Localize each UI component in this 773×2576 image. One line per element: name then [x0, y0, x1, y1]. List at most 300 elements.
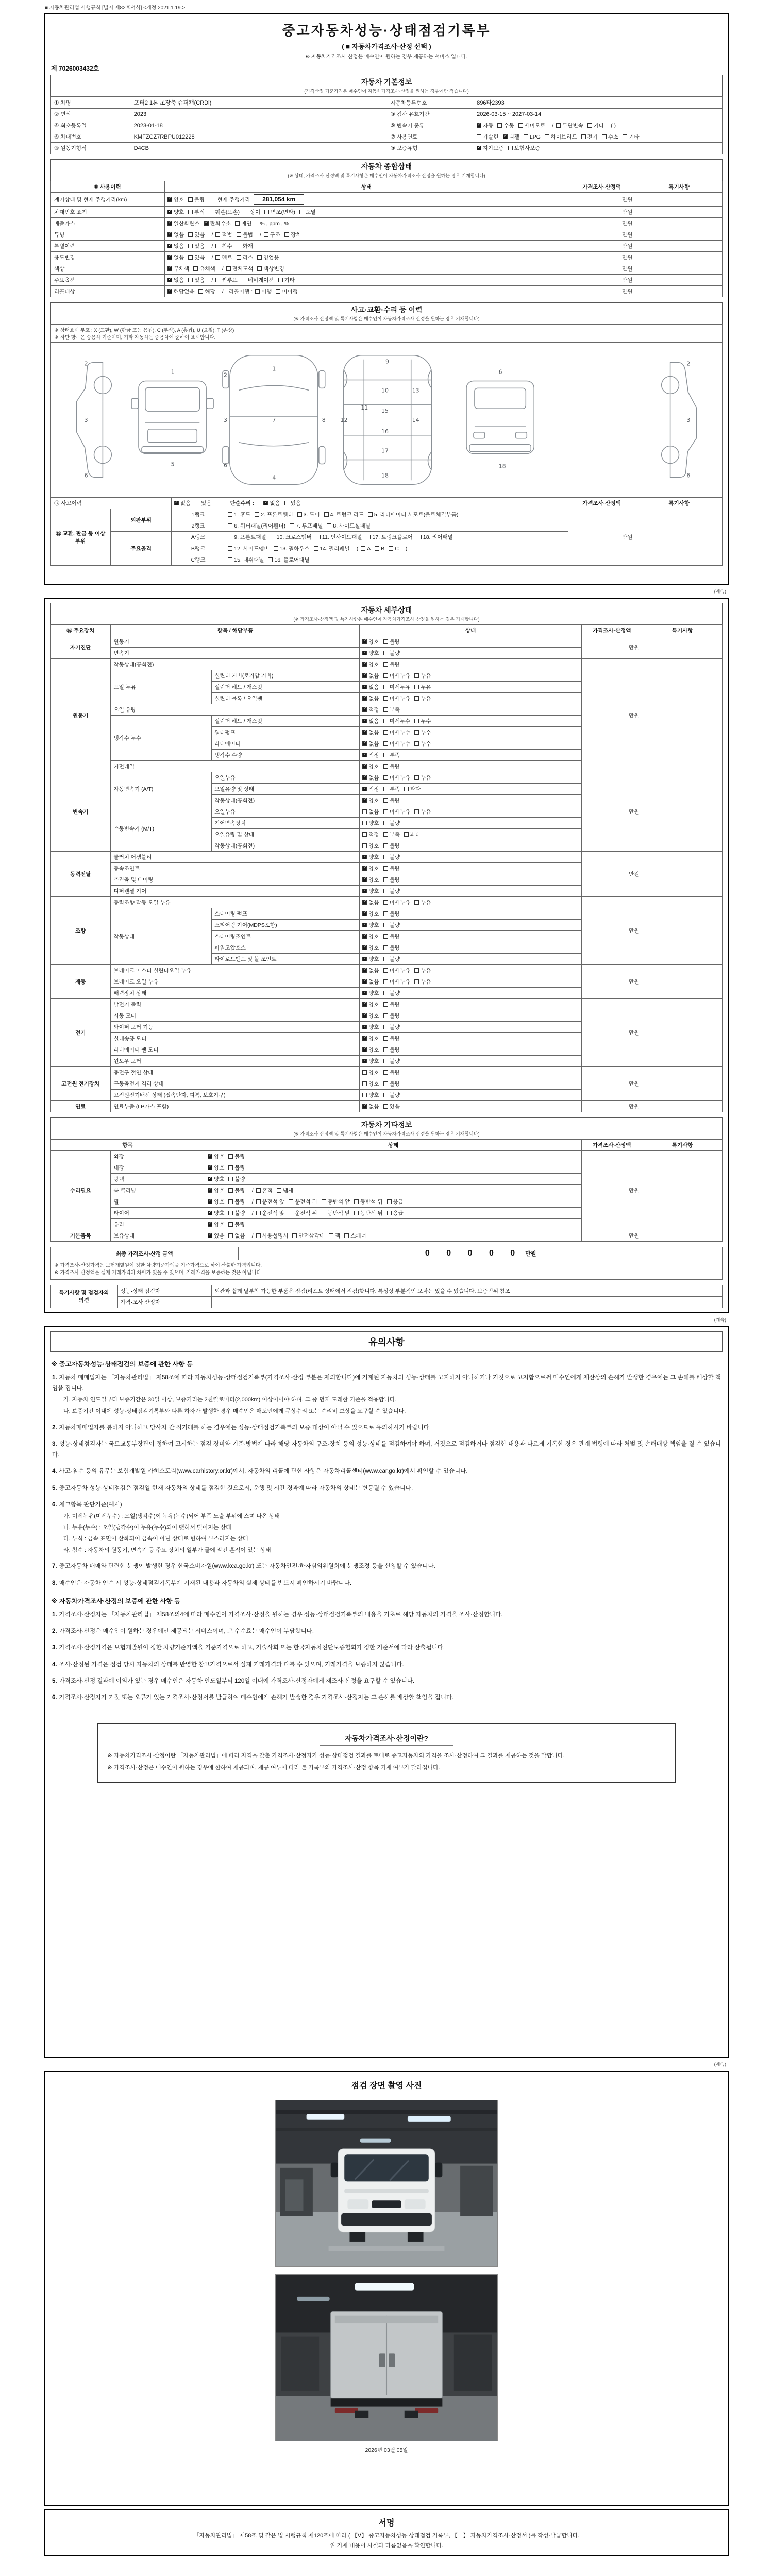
- svg-text:2: 2: [84, 360, 88, 367]
- notice-item: 3. 성능·상태점검자는 국토교통부장관이 정하여 고시하는 점검 장비와 기준·방법에 따라 해당 자동차의 구조·장치 등의 성능·상태를 점검하여야 하며, 거짓으로 점검하거나 점검한 내용과 다르게 기록한 경우 관계 법령에 따라 처벌 및 손해배상 책임을 질 수 있습니다.: [52, 1440, 721, 1459]
- checked-checkbox-icon: [503, 134, 508, 139]
- unchecked-checkbox-icon: [383, 923, 388, 927]
- comprehensive-row: [51, 207, 723, 218]
- check-option: ✓ 없음: [167, 253, 184, 261]
- item-label: 브레이크 오일 누유: [111, 976, 360, 988]
- unchecked-checkbox-icon: [256, 1188, 261, 1193]
- part-label: 오일누유: [212, 806, 360, 818]
- state-cell: [360, 693, 582, 704]
- check-option: 미세누유: [383, 967, 411, 974]
- check-option: 있음: [188, 253, 205, 261]
- part-label: 실린더 커버(로커암 커버): [212, 670, 360, 682]
- rank-label: 1랭크: [171, 509, 225, 520]
- remark-cell: [642, 772, 723, 852]
- state-cell: [360, 670, 582, 682]
- checked-checkbox-icon: [362, 979, 367, 984]
- check-option: 없음: [362, 808, 379, 816]
- notices-part2: [50, 1609, 723, 1704]
- part-label: 냉각수 수량: [212, 750, 360, 761]
- detail-row: [51, 1101, 723, 1112]
- state-cell: [360, 659, 582, 670]
- unchecked-checkbox-icon: [556, 123, 561, 128]
- svg-text:18: 18: [381, 472, 389, 479]
- rank-label: 2랭크: [171, 520, 225, 532]
- item-label: 윈도우 모터: [111, 1056, 360, 1067]
- unchecked-checkbox-icon: [383, 741, 388, 746]
- checked-checkbox-icon: [362, 741, 367, 746]
- field-label: ⑨ 보증유형: [386, 143, 474, 154]
- unchecked-checkbox-icon: [602, 134, 607, 139]
- checked-checkbox-icon: [362, 673, 367, 678]
- unchecked-checkbox-icon: [316, 535, 321, 539]
- signature-line-1: 「자동차관리법」 제58조 및 같은 법 시행규칙 제120조에 따라 ( 【Ⅴ】 중고자동차성능·상태점검 기록부, 【 】 자동차가격조사·산정서 )를 작성·발급합니다.: [193, 2532, 580, 2539]
- check-option: ✓ 양호: [362, 1057, 379, 1065]
- unchecked-checkbox-icon: [237, 244, 241, 248]
- panel-items-cell: [225, 532, 568, 543]
- unchecked-checkbox-icon: [383, 1013, 388, 1018]
- exchange-row: [51, 509, 723, 520]
- price-cell: 만원: [568, 241, 635, 252]
- unchecked-checkbox-icon: [256, 1199, 261, 1204]
- unchecked-checkbox-icon: [414, 809, 419, 814]
- remark-cell: [642, 897, 723, 965]
- unchecked-checkbox-icon: [215, 278, 220, 282]
- svg-text:3: 3: [686, 416, 691, 423]
- part-label: 오일누유: [212, 772, 360, 784]
- check-option: 누수: [414, 728, 431, 736]
- final-price-value: 0 0 0 0 0 만원: [239, 1247, 723, 1260]
- exchange-section-label: ⑮ 교환, 판금 등 이상 부위: [51, 509, 111, 566]
- svg-text:10: 10: [381, 387, 389, 394]
- check-option: 색상변경: [257, 265, 284, 273]
- item-label: 오일 유량: [111, 704, 360, 716]
- usage-item-label: 특별이력: [51, 241, 165, 252]
- price-cell: 만원: [581, 897, 642, 965]
- checked-checkbox-icon: [167, 232, 172, 237]
- unchecked-checkbox-icon: [329, 1233, 333, 1238]
- usage-item-label: 차대번호 표기: [51, 207, 165, 218]
- photos-title: 점검 장면 촬영 사진: [351, 2081, 422, 2090]
- check-option: 불량: [383, 944, 400, 952]
- detail-row: [51, 772, 723, 784]
- part-label: 워터펌프: [212, 727, 360, 738]
- unchecked-checkbox-icon: [277, 1188, 281, 1193]
- unchecked-checkbox-icon: [362, 843, 367, 848]
- check-option: 동반석 앞: [322, 1209, 350, 1217]
- checked-checkbox-icon: [362, 877, 367, 882]
- check-option: 불량: [228, 1187, 245, 1194]
- usage-item-label: 계기상태 및 현재 주행거리(km): [51, 193, 165, 207]
- check-option: LPG: [524, 134, 541, 140]
- check-option: 불량: [383, 1057, 400, 1065]
- checked-checkbox-icon: [208, 1154, 212, 1159]
- unchecked-checkbox-icon: [414, 979, 419, 984]
- option-separator: /: [222, 266, 224, 272]
- option-separator: /: [211, 255, 213, 261]
- unchecked-checkbox-icon: [383, 1047, 388, 1052]
- unchecked-checkbox-icon: [414, 730, 419, 735]
- check-option: 응급: [387, 1209, 404, 1217]
- check-option: 운전석 뒤: [289, 1209, 317, 1217]
- unchecked-checkbox-icon: [228, 523, 232, 528]
- comprehensive-row: [51, 286, 723, 297]
- notice-item: 1. 자동차 매매업자는 「자동차관리법」 제58조에 따라 자동차성능·상태점검기록부(가격조사·산정 부분은 제외합니다)에 기재된 자동차의 성능·상태를 고지하지 아니하거나 거짓으로 고지함으로써 매수인에게 재산상의 손해가 발생한 경우에는 그 손해를 배상할 책임을 집니다. 가. 자동차 인도일부터 보증기간은 30일 이상, 보증거리는 2천킬로미터(2,000km) 이상이어야 하며, 그 중 먼저 도래한 기준을 적용합니다. 나. 보증기간 이내에 성능·상태점검기록부와 다른 하자가 발생한 경우 매수인은 매도인에게 무상수리 또는 수리비 보상을 요구할 수 있습니다.: [52, 1372, 721, 1417]
- notice-sub-item: 다. 부식 : 금속 표면이 산화되어 금속이 아닌 상태로 변하여 부스러지는 상태: [63, 1535, 248, 1542]
- unchecked-checkbox-icon: [314, 546, 318, 551]
- check-option: ✓ 양호: [362, 944, 379, 952]
- unchecked-checkbox-icon: [389, 546, 393, 551]
- item-label: 변속기: [111, 648, 360, 659]
- option-separator: /: [251, 1210, 254, 1216]
- check-option: ✓ 양호: [362, 887, 379, 895]
- comprehensive-row: [51, 229, 723, 241]
- check-option: 세미오토: [518, 122, 546, 129]
- section-basic-info: 자동차 기본정보 (가격산정 기준가격은 매수인이 자동차가격조사·산정을 원하는 경우에만 적습니다): [50, 75, 723, 96]
- misc-row: [51, 1151, 723, 1162]
- check-option: ✓ 없음: [174, 499, 191, 507]
- option-separator: 리콜이행 :: [228, 289, 253, 295]
- check-option: 구조: [264, 231, 280, 239]
- unchecked-checkbox-icon: [414, 968, 419, 973]
- continue-marker: (계속): [714, 589, 726, 594]
- checked-checkbox-icon: [362, 957, 367, 961]
- item-label: 구동축전지 격리 상태: [111, 1078, 360, 1090]
- check-option: 누유: [414, 672, 431, 680]
- svg-text:7: 7: [272, 416, 276, 423]
- state-cell: [164, 193, 568, 207]
- field-cell: [474, 109, 723, 120]
- state-cell: [360, 1090, 582, 1101]
- checked-checkbox-icon: [362, 934, 367, 939]
- check-option: 수소: [602, 133, 618, 141]
- basic-info-row: [51, 109, 723, 120]
- state-cell: ✓ 일산화탄소 ✓ 탄화수소 매연 % , ppm , %: [164, 218, 568, 229]
- state-cell: [360, 818, 582, 829]
- check-option: ✓ 없음: [362, 728, 379, 736]
- check-option: 리스: [237, 253, 253, 261]
- check-option: 불량: [383, 649, 400, 657]
- price-cell: 만원: [581, 999, 642, 1067]
- form-citation-note: ■ 자동차관리법 시행규칙 [별지 제82호서식] <개정 2021.1.19.>: [45, 5, 186, 11]
- unchecked-checkbox-icon: [228, 546, 232, 551]
- state-cell: [360, 682, 582, 693]
- unchecked-checkbox-icon: [414, 719, 419, 723]
- check-option: ✓ 양호: [208, 1175, 224, 1183]
- state-cell: [164, 275, 568, 286]
- photos-box: [44, 2071, 729, 2506]
- unchecked-checkbox-icon: [383, 1093, 388, 1097]
- unchecked-checkbox-icon: [322, 1211, 326, 1215]
- check-option: 미세누수: [383, 717, 411, 725]
- state-cell: [360, 1101, 582, 1112]
- remark-cell: [635, 193, 723, 207]
- state-cell: [205, 1151, 582, 1162]
- unchecked-checkbox-icon: [255, 289, 260, 294]
- unchecked-checkbox-icon: [383, 934, 388, 939]
- state-cell: [205, 1208, 582, 1219]
- checked-checkbox-icon: [208, 1165, 212, 1170]
- option-separator: /: [222, 289, 224, 295]
- unchecked-checkbox-icon: [264, 232, 268, 237]
- detail-row: [51, 1067, 723, 1078]
- checked-checkbox-icon: [362, 639, 367, 644]
- unchecked-checkbox-icon: [383, 1104, 388, 1109]
- item-label: 오일 누유: [111, 670, 212, 704]
- item-label: 와이퍼 모터 기능: [111, 1022, 360, 1033]
- field-value: 포터2 1톤 초장축 슈퍼캡(CRDi): [133, 100, 212, 106]
- rank-label: C랭크: [171, 554, 225, 566]
- misc-info-table: [50, 1139, 723, 1242]
- photo-date: 2026년 03월 05일: [365, 2447, 408, 2453]
- section-comprehensive: 자동차 종합상태 (※ 상태, 가격조사·산정액 및 특기사항은 매수인이 자동차가격조사·산정을 원하는 경우 기재합니다): [50, 159, 723, 181]
- checked-checkbox-icon: [204, 221, 209, 226]
- field-label: ② 연식: [51, 109, 131, 120]
- unchecked-checkbox-icon: [383, 775, 388, 780]
- check-option: 스패너: [344, 1232, 366, 1240]
- check-option: ✓ 양호: [362, 1012, 379, 1020]
- panel-items-cell: [225, 509, 568, 520]
- unchecked-checkbox-icon: [383, 764, 388, 769]
- check-option: ✓ 자동: [477, 122, 493, 129]
- unchecked-checkbox-icon: [278, 278, 283, 282]
- option-separator: /: [251, 1199, 254, 1205]
- accident-history-row: ⑭ 사고이력 ✓ 없음 있음 단순수리 : ✓ 없음 있음 가격조사·산정액 특기사항: [51, 498, 723, 509]
- check-option: 있음: [284, 499, 301, 507]
- notices-part1-heading: ※ 중고자동차성능·상태점검의 보증에 관한 사항 등: [51, 1360, 193, 1368]
- part-label: 오일유량 및 상태: [212, 829, 360, 840]
- unchecked-checkbox-icon: [414, 673, 419, 678]
- state-cell: [360, 942, 582, 954]
- price-cell: 만원: [568, 252, 635, 263]
- svg-text:1: 1: [171, 368, 175, 376]
- state-cell: [205, 1230, 582, 1242]
- final-price-row: [51, 1247, 723, 1260]
- usage-item-label: 튜닝: [51, 229, 165, 241]
- unchecked-checkbox-icon: [383, 968, 388, 973]
- check-option: 불량: [383, 1091, 400, 1099]
- field-cell: [474, 97, 723, 109]
- check-option: ✓ 양호: [362, 1001, 379, 1008]
- check-option: 누유: [414, 683, 431, 691]
- notice-item: 7. 중고자동차 매매와 관련한 분쟁이 발생한 경우 한국소비자원(www.kca.go.kr) 또는 자동차안전·하자심의위원회에 분쟁조정 등을 신청할 수 있습니다.: [52, 1563, 435, 1570]
- notice-sub-item: 가. 미세누유(미세누수) : 오일(냉각수)이 누유(누수)되어 부품 노출 부위에 스며 나온 상태: [63, 1513, 280, 1520]
- option-separator: (: [356, 546, 359, 552]
- definition-lines: [107, 1751, 665, 1774]
- check-option: 적정: [362, 831, 379, 838]
- svg-text:6: 6: [498, 368, 502, 376]
- svg-text:2: 2: [223, 371, 227, 379]
- check-option: ✓ 양호: [362, 933, 379, 940]
- svg-text:6: 6: [686, 472, 691, 479]
- unchecked-checkbox-icon: [383, 798, 388, 803]
- check-option: ✓ 적정: [362, 706, 379, 714]
- unchecked-checkbox-icon: [257, 266, 262, 271]
- unchecked-checkbox-icon: [188, 210, 193, 214]
- state-cell: [360, 636, 582, 648]
- unchecked-checkbox-icon: [257, 255, 262, 260]
- document-page: [44, 3, 729, 2556]
- check-option: ✓ 양호: [362, 955, 379, 963]
- check-option: 불량: [383, 1023, 400, 1031]
- remark-cell: [642, 1230, 723, 1242]
- opinion-row: [51, 1296, 723, 1308]
- check-option: 가솔린: [477, 133, 498, 141]
- unchecked-checkbox-icon: [215, 255, 220, 260]
- part-label: 파워고압호스: [212, 942, 360, 954]
- unchecked-checkbox-icon: [237, 255, 241, 260]
- unchecked-checkbox-icon: [383, 1025, 388, 1029]
- check-option: 양호: [362, 842, 379, 850]
- device-label: 조향: [51, 897, 111, 965]
- unchecked-checkbox-icon: [289, 1211, 293, 1215]
- checked-checkbox-icon: [477, 123, 481, 128]
- state-cell: [205, 1185, 582, 1196]
- check-option: 양호: [362, 819, 379, 827]
- unchecked-checkbox-icon: [383, 855, 388, 859]
- option-separator: /: [552, 123, 554, 129]
- state-cell: [360, 840, 582, 852]
- remark-cell: [635, 229, 723, 241]
- remark-cell: [635, 241, 723, 252]
- unchecked-checkbox-icon: [228, 1188, 233, 1193]
- opinion-text: [212, 1296, 723, 1308]
- check-option: ✓ 없음: [362, 717, 379, 725]
- unchecked-checkbox-icon: [289, 1199, 293, 1204]
- check-option: 불량: [228, 1164, 245, 1172]
- signature-box: [44, 2509, 729, 2557]
- checked-checkbox-icon: [362, 798, 367, 803]
- device-label: 연료: [51, 1101, 111, 1112]
- checked-checkbox-icon: [208, 1199, 212, 1204]
- check-option: 미세누유: [383, 978, 411, 986]
- usage-item-label: 색상: [51, 263, 165, 275]
- check-option: 불량: [383, 876, 400, 884]
- unchecked-checkbox-icon: [228, 1165, 233, 1170]
- svg-text:18: 18: [498, 463, 506, 470]
- unchecked-checkbox-icon: [383, 945, 388, 950]
- unchecked-checkbox-icon: [404, 787, 409, 791]
- check-option: ✓ 없음: [167, 242, 184, 250]
- checked-checkbox-icon: [362, 1104, 367, 1109]
- check-option: 부식: [188, 208, 205, 216]
- check-option: ✓ 양호: [362, 853, 379, 861]
- unchecked-checkbox-icon: [581, 134, 586, 139]
- notice-item: 4. 사고·침수 등의 유무는 보험개발원 카히스토리(www.carhistory.or.kr)에서, 자동차의 리콜에 관한 사항은 자동차리콜센터(www.car.go.kr)에서 확인할 수 있습니다.: [52, 1468, 468, 1475]
- check-option: 16. 플로어패널: [268, 556, 309, 564]
- item-label: 연료누출 (LP가스 포함): [111, 1101, 360, 1112]
- final-price-table: [50, 1247, 723, 1260]
- basic-info-table: [50, 96, 723, 154]
- checked-checkbox-icon: [362, 855, 367, 859]
- check-option: 썬루프: [215, 276, 237, 284]
- part-label: 라디에이터: [212, 738, 360, 750]
- remark-cell: [635, 218, 723, 229]
- state-cell: [205, 1174, 582, 1185]
- check-option: 17. 트렁크플로어: [366, 533, 412, 541]
- unchecked-checkbox-icon: [383, 1059, 388, 1063]
- definition-title: 자동차가격조사·산정이란?: [320, 1731, 453, 1746]
- state-code-legend: ※ 상태표시 부호 : X (교환), W (판금 또는 용접), C (부식), A (흠집), U (요철), T (손상) ※ 하단 항목은 승용차 기준이며, 기타 자동차는 승용차에 준하여 표시합니다.: [50, 324, 723, 342]
- unchecked-checkbox-icon: [414, 741, 419, 746]
- field-label: 자동차등록번호: [386, 97, 474, 109]
- checked-checkbox-icon: [362, 889, 367, 893]
- unchecked-checkbox-icon: [290, 523, 294, 528]
- check-option: 있음: [195, 499, 211, 507]
- checked-checkbox-icon: [263, 501, 268, 505]
- check-option: 없음: [228, 1232, 245, 1240]
- checked-checkbox-icon: [208, 1222, 212, 1227]
- state-cell: [360, 829, 582, 840]
- unchecked-checkbox-icon: [368, 512, 373, 517]
- unchecked-checkbox-icon: [383, 900, 388, 905]
- checked-checkbox-icon: [362, 923, 367, 927]
- check-option: ✓ 양호: [362, 796, 379, 804]
- check-option: 9. 프론트패널: [228, 533, 266, 541]
- check-option: 운전석 앞: [256, 1198, 285, 1206]
- table-header-row: ⑯ 주요장치 항목 / 해당부품 상태 가격조사·산정액 특기사항: [51, 625, 723, 636]
- vehicle-damage-diagram: [50, 342, 723, 497]
- comprehensive-state-table: [50, 181, 723, 297]
- price-cell: 만원: [581, 636, 642, 659]
- checked-checkbox-icon: [362, 968, 367, 973]
- check-option: 5. 라디에이터 서포트(볼트체결부품): [368, 511, 459, 518]
- check-option: ✓ 없음: [362, 740, 379, 748]
- notice-sub-item: 나. 보증기간 이내에 성능·상태점검기록부와 다른 하자가 발생한 경우 매수인은 매도인에게 무상수리 또는 수리비 보상을 요구할 수 있습니다.: [63, 1408, 406, 1414]
- check-option: A: [361, 546, 371, 552]
- checked-checkbox-icon: [362, 1036, 367, 1041]
- checked-checkbox-icon: [362, 1059, 367, 1063]
- check-option: 기타: [587, 122, 604, 129]
- check-option: 불량: [383, 660, 400, 668]
- option-separator: /: [259, 232, 261, 238]
- unchecked-checkbox-icon: [383, 651, 388, 655]
- state-cell: [360, 863, 582, 874]
- state-cell: [360, 795, 582, 806]
- svg-text:9: 9: [385, 358, 389, 365]
- check-option: 누수: [414, 717, 431, 725]
- field-value: D4CB: [133, 145, 149, 151]
- check-option: 부족: [383, 751, 400, 759]
- inspector-role-label: 가격·조사 산정자: [117, 1296, 212, 1308]
- unchecked-checkbox-icon: [228, 1222, 233, 1227]
- unchecked-checkbox-icon: [623, 134, 627, 139]
- remark-cell: [642, 1067, 723, 1101]
- state-cell: [360, 1067, 582, 1078]
- state-cell: [164, 207, 568, 218]
- price-cell: 만원: [568, 229, 635, 241]
- item-label: 라디에이터 팬 모터: [111, 1044, 360, 1056]
- checked-checkbox-icon: [362, 651, 367, 655]
- unchecked-checkbox-icon: [228, 1177, 233, 1181]
- comprehensive-row: [51, 263, 723, 275]
- check-option: 안전삼각대: [292, 1232, 325, 1240]
- remark-cell: [635, 263, 723, 275]
- inspection-photo-rear: [275, 2274, 498, 2441]
- remark-cell: [642, 999, 723, 1067]
- check-option: 누유: [414, 774, 431, 782]
- price-note-line: ※ 가격조사·산정액은 실제 거래가격과 차이가 있을 수 있으며, 거래가격을 보증하는 것은 아닙니다.: [55, 1270, 263, 1276]
- state-cell: [360, 954, 582, 965]
- check-option: ✓ 없음: [362, 683, 379, 691]
- unchecked-checkbox-icon: [362, 1070, 367, 1075]
- notice-item: 8. 매수인은 자동차 인수 시 성능·상태점검기록부에 기재된 내용과 자동차의 실제 상태를 반드시 확인하시기 바랍니다.: [52, 1580, 352, 1586]
- unchecked-checkbox-icon: [255, 512, 259, 517]
- field-cell: ✓ 자동 수동 세미오토 / 무단변속 기타 ( ): [474, 120, 723, 131]
- part-label: 실린더 블록 / 오일팬: [212, 693, 360, 704]
- remark-cell: [635, 275, 723, 286]
- unchecked-checkbox-icon: [383, 1036, 388, 1041]
- unchecked-checkbox-icon: [188, 244, 193, 248]
